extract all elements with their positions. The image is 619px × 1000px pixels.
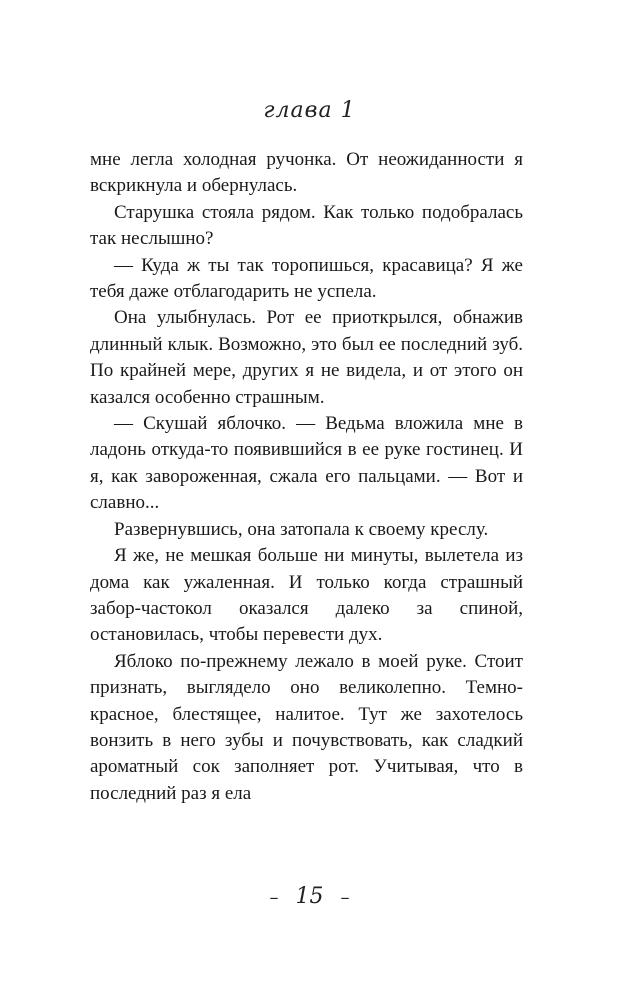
paragraph-3: — Куда ж ты так торопишься, красавица? Я же тебя даже отблагодарить не успела. [90,254,523,303]
paragraph-4: Она улыбнулась. Рот ее приоткрылся, обнажив длинный клык. Возможно, это был ее последний зуб. По крайней мере, других я не видела, и от этого он казался особенно страшным. [90,307,523,408]
paragraph-6: Развернувшись, она затопала к своему креслу. [114,518,489,540]
page-body-text [90,147,523,807]
chapter-header [0,98,619,123]
paragraph-2: Старушка стояла рядом. Как только подобралась так неслышно? [90,201,523,250]
paragraph-7: Я же, не мешкая больше ни минуты, вылетела из дома как ужаленная. И только когда страшный забор-частокол оказался далеко за спиной, остановилась, чтобы перевести дух. [90,545,523,646]
page-number: 15 [295,884,324,909]
footer-dash-left: – [269,887,279,908]
paragraph-1: мне легла холодная ручонка. От неожиданности я вскрикнула и обернулась. [90,149,523,197]
chapter-title: глава 1 [263,98,356,123]
footer-dash-right: – [340,887,350,908]
page-footer [0,884,619,909]
paragraph-5: — Скушай яблочко. — Ведьма вложила мне в ладонь откуда-то появившийся в ее руке гостинец. И я, как завороженная, сжала его пальцами. — Вот и славно... [90,413,523,514]
paragraph-8: Яблоко по-прежнему лежало в моей руке. Стоит признать, выглядело оно великолепно. Темно-красное, блестящее, налитое. Тут же захотелось вонзить в него зубы и почувствовать, как сладкий ароматный сок заполняет рот. Учитывая, что в последний раз я ела [90,650,523,804]
